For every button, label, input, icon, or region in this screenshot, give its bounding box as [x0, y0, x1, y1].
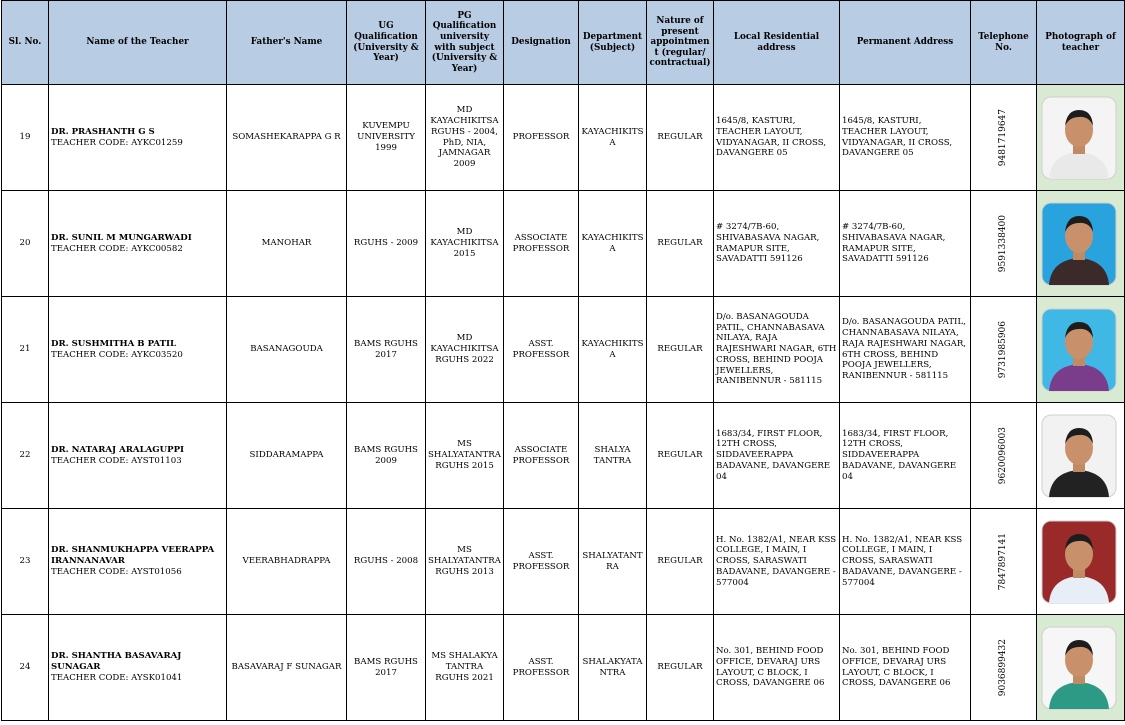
teacher-photograph: [1037, 404, 1121, 508]
sl-number-cell: 21: [2, 297, 49, 403]
department-cell: SHALYATANTRA: [579, 509, 647, 615]
teacher-name-cell: [49, 509, 227, 615]
ug-qualification-cell: BAMS RGUHS 2017: [347, 615, 426, 721]
father-name-cell: SIDDARAMAPPA: [227, 403, 347, 509]
department-cell: KAYACHIKITSA: [579, 85, 647, 191]
teacher-name: DR. SHANTHA BASAVARAJ SUNAGAR: [51, 651, 182, 673]
photograph-cell: [1037, 297, 1125, 403]
telephone-number: 7847897141: [997, 532, 1008, 591]
sl-number-cell: 23: [2, 509, 49, 615]
photograph-cell: [1037, 85, 1125, 191]
designation-cell: ASSOCIATE PROFESSOR: [504, 403, 579, 509]
portrait-icon: [1041, 414, 1117, 498]
ug-qualification-cell: BAMS RGUHS 2017: [347, 297, 426, 403]
sl-number-cell: 19: [2, 85, 49, 191]
portrait-icon: [1041, 520, 1117, 604]
teacher-name-cell: [49, 403, 227, 509]
teacher-code: TEACHER CODE: AYKC01259: [51, 137, 183, 148]
table-row: [2, 403, 1125, 509]
department-cell: SHALAKYATANTRA: [579, 615, 647, 721]
father-name-cell: SOMASHEKARAPPA G R: [227, 85, 347, 191]
teacher-name: DR. PRASHANTH G S: [51, 126, 155, 137]
father-name-cell: MANOHAR: [227, 191, 347, 297]
header-appointment-nature: Nature of present appointment (regular/ contractual): [647, 1, 714, 85]
photograph-cell: [1037, 509, 1125, 615]
designation-cell: PROFESSOR: [504, 85, 579, 191]
appointment-nature-cell: REGULAR: [647, 403, 714, 509]
portrait-icon: [1041, 308, 1117, 392]
header-ug-qualification: UG Qualification (University & Year): [347, 1, 426, 85]
ug-qualification-cell: RGUHS - 2009: [347, 191, 426, 297]
father-name-cell: BASAVARAJ F SUNAGAR: [227, 615, 347, 721]
father-name-cell: VEERABHADRAPPA: [227, 509, 347, 615]
photograph-cell: [1037, 403, 1125, 509]
header-telephone: Telephone No.: [971, 1, 1037, 85]
photograph-cell: [1037, 615, 1125, 721]
permanent-address-cell: 1683/34, FIRST FLOOR, 12TH CROSS, SIDDAVEERAPPA BADAVANE, DAVANGERE 04: [840, 403, 971, 509]
header-row: [2, 1, 1125, 85]
teacher-photograph: [1037, 86, 1121, 190]
teacher-name-cell: [49, 191, 227, 297]
designation-cell: ASST. PROFESSOR: [504, 297, 579, 403]
telephone-cell: [971, 509, 1037, 615]
portrait-icon: [1041, 626, 1117, 710]
header-photograph: Photograph of teacher: [1037, 1, 1125, 85]
appointment-nature-cell: REGULAR: [647, 191, 714, 297]
designation-cell: ASST. PROFESSOR: [504, 615, 579, 721]
department-cell: KAYACHIKITSA: [579, 191, 647, 297]
portrait-icon: [1041, 96, 1117, 180]
telephone-cell: [971, 297, 1037, 403]
ug-qualification-cell: RGUHS - 2008: [347, 509, 426, 615]
appointment-nature-cell: REGULAR: [647, 509, 714, 615]
teacher-code: TEACHER CODE: AYSK01041: [51, 672, 183, 683]
appointment-nature-cell: REGULAR: [647, 297, 714, 403]
permanent-address-cell: H. No. 1382/A1, NEAR KSS COLLEGE, I MAIN, I CROSS, SARASWATI BADAVANE, DAVANGERE - 577004: [840, 509, 971, 615]
ug-qualification-cell: BAMS RGUHS 2009: [347, 403, 426, 509]
teacher-table: [1, 0, 1125, 721]
teacher-name-cell: [49, 85, 227, 191]
teacher-name: DR. SUNIL M MUNGARWADI: [51, 232, 192, 243]
table-row: [2, 191, 1125, 297]
pg-qualification-cell: MS SHALYATANTRA RGUHS 2013: [426, 509, 504, 615]
header-permanent-address: Permanent Address: [840, 1, 971, 85]
teacher-code: TEACHER CODE: AYKC03520: [51, 349, 183, 360]
permanent-address-cell: # 3274/7B-60, SHIVABASAVA NAGAR, RAMAPUR SITE, SAVADATTI 591126: [840, 191, 971, 297]
telephone-number: 9620096003: [997, 426, 1008, 485]
permanent-address-cell: 1645/8, KASTURI, TEACHER LAYOUT, VIDYANAGAR, II CROSS, DAVANGERE 05: [840, 85, 971, 191]
appointment-nature-cell: REGULAR: [647, 615, 714, 721]
permanent-address-cell: No. 301, BEHIND FOOD OFFICE, DEVARAJ URS LAYOUT, C BLOCK, I CROSS, DAVANGERE 06: [840, 615, 971, 721]
header-teacher-name: Name of the Teacher: [49, 1, 227, 85]
telephone-number: 9481719647: [997, 108, 1008, 167]
teacher-photograph: [1037, 616, 1121, 720]
telephone-cell: [971, 403, 1037, 509]
teacher-name-cell: [49, 615, 227, 721]
teacher-name: DR. NATARAJ ARALAGUPPI: [51, 444, 185, 455]
pg-qualification-cell: MD KAYACHIKITSA RGUHS 2022: [426, 297, 504, 403]
telephone-cell: [971, 85, 1037, 191]
father-name-cell: BASANAGOUDA: [227, 297, 347, 403]
telephone-number: 9036899432: [997, 638, 1008, 697]
telephone-number: 9731985906: [997, 320, 1008, 379]
local-address-cell: 1683/34, FIRST FLOOR, 12TH CROSS, SIDDAVEERAPPA BADAVANE, DAVANGERE 04: [714, 403, 840, 509]
pg-qualification-cell: MS SHALAKYA TANTRA RGUHS 2021: [426, 615, 504, 721]
sl-number-cell: 22: [2, 403, 49, 509]
teacher-photograph: [1037, 192, 1121, 296]
designation-cell: ASSOCIATE PROFESSOR: [504, 191, 579, 297]
pg-qualification-cell: MD KAYACHIKITSA 2015: [426, 191, 504, 297]
teacher-name: DR. SHANMUKHAPPA VEERAPPA IRANNANAVAR: [51, 545, 215, 567]
portrait-icon: [1041, 202, 1117, 286]
telephone-number: 9591338400: [997, 214, 1008, 273]
header-local-address: Local Residential address: [714, 1, 840, 85]
header-sl-no: Sl. No.: [2, 1, 49, 85]
teacher-code: TEACHER CODE: AYKC00582: [51, 243, 183, 254]
table-row: [2, 615, 1125, 721]
appointment-nature-cell: REGULAR: [647, 85, 714, 191]
teacher-name-cell: [49, 297, 227, 403]
table-row: [2, 509, 1125, 615]
sl-number-cell: 20: [2, 191, 49, 297]
header-pg-qualification: PG Qualification university with subject (University & Year): [426, 1, 504, 85]
local-address-cell: H. No. 1382/A1, NEAR KSS COLLEGE, I MAIN, I CROSS, SARASWATI BADAVANE, DAVANGERE - 577004: [714, 509, 840, 615]
telephone-cell: [971, 191, 1037, 297]
header-department: Department (Subject): [579, 1, 647, 85]
designation-cell: ASST. PROFESSOR: [504, 509, 579, 615]
local-address-cell: 1645/8, KASTURI, TEACHER LAYOUT, VIDYANAGAR, II CROSS, DAVANGERE 05: [714, 85, 840, 191]
department-cell: SHALYA TANTRA: [579, 403, 647, 509]
pg-qualification-cell: MD KAYACHIKITSA RGUHS - 2004, PhD, NIA, JAMNAGAR 2009: [426, 85, 504, 191]
ug-qualification-cell: KUVEMPU UNIVERSITY 1999: [347, 85, 426, 191]
table-row: [2, 85, 1125, 191]
teacher-code: TEACHER CODE: AYST01056: [51, 566, 182, 577]
header-designation: Designation: [504, 1, 579, 85]
header-father-name: Father's Name: [227, 1, 347, 85]
local-address-cell: No. 301, BEHIND FOOD OFFICE, DEVARAJ URS LAYOUT, C BLOCK, I CROSS, DAVANGERE 06: [714, 615, 840, 721]
local-address-cell: D/o. BASANAGOUDA PATIL, CHANNABASAVA NILAYA, RAJA RAJESHWARI NAGAR, 6TH CROSS, BEHIND POOJA JEWELLERS, RANIBENNUR - 581115: [714, 297, 840, 403]
table-row: [2, 297, 1125, 403]
teacher-code: TEACHER CODE: AYST01103: [51, 455, 182, 466]
teacher-name: DR. SUSHMITHA B PATIL: [51, 338, 177, 349]
telephone-cell: [971, 615, 1037, 721]
photograph-cell: [1037, 191, 1125, 297]
department-cell: KAYACHIKITSA: [579, 297, 647, 403]
teacher-photograph: [1037, 298, 1121, 402]
teacher-photograph: [1037, 510, 1121, 614]
pg-qualification-cell: MS SHALYATANTRA RGUHS 2015: [426, 403, 504, 509]
sl-number-cell: 24: [2, 615, 49, 721]
permanent-address-cell: D/o. BASANAGOUDA PATIL, CHANNABASAVA NILAYA, RAJA RAJESHWARI NAGAR, 6TH CROSS, BEHIND POOJA JEWELLERS, RANIBENNUR - 581115: [840, 297, 971, 403]
local-address-cell: # 3274/7B-60, SHIVABASAVA NAGAR, RAMAPUR SITE, SAVADATTI 591126: [714, 191, 840, 297]
